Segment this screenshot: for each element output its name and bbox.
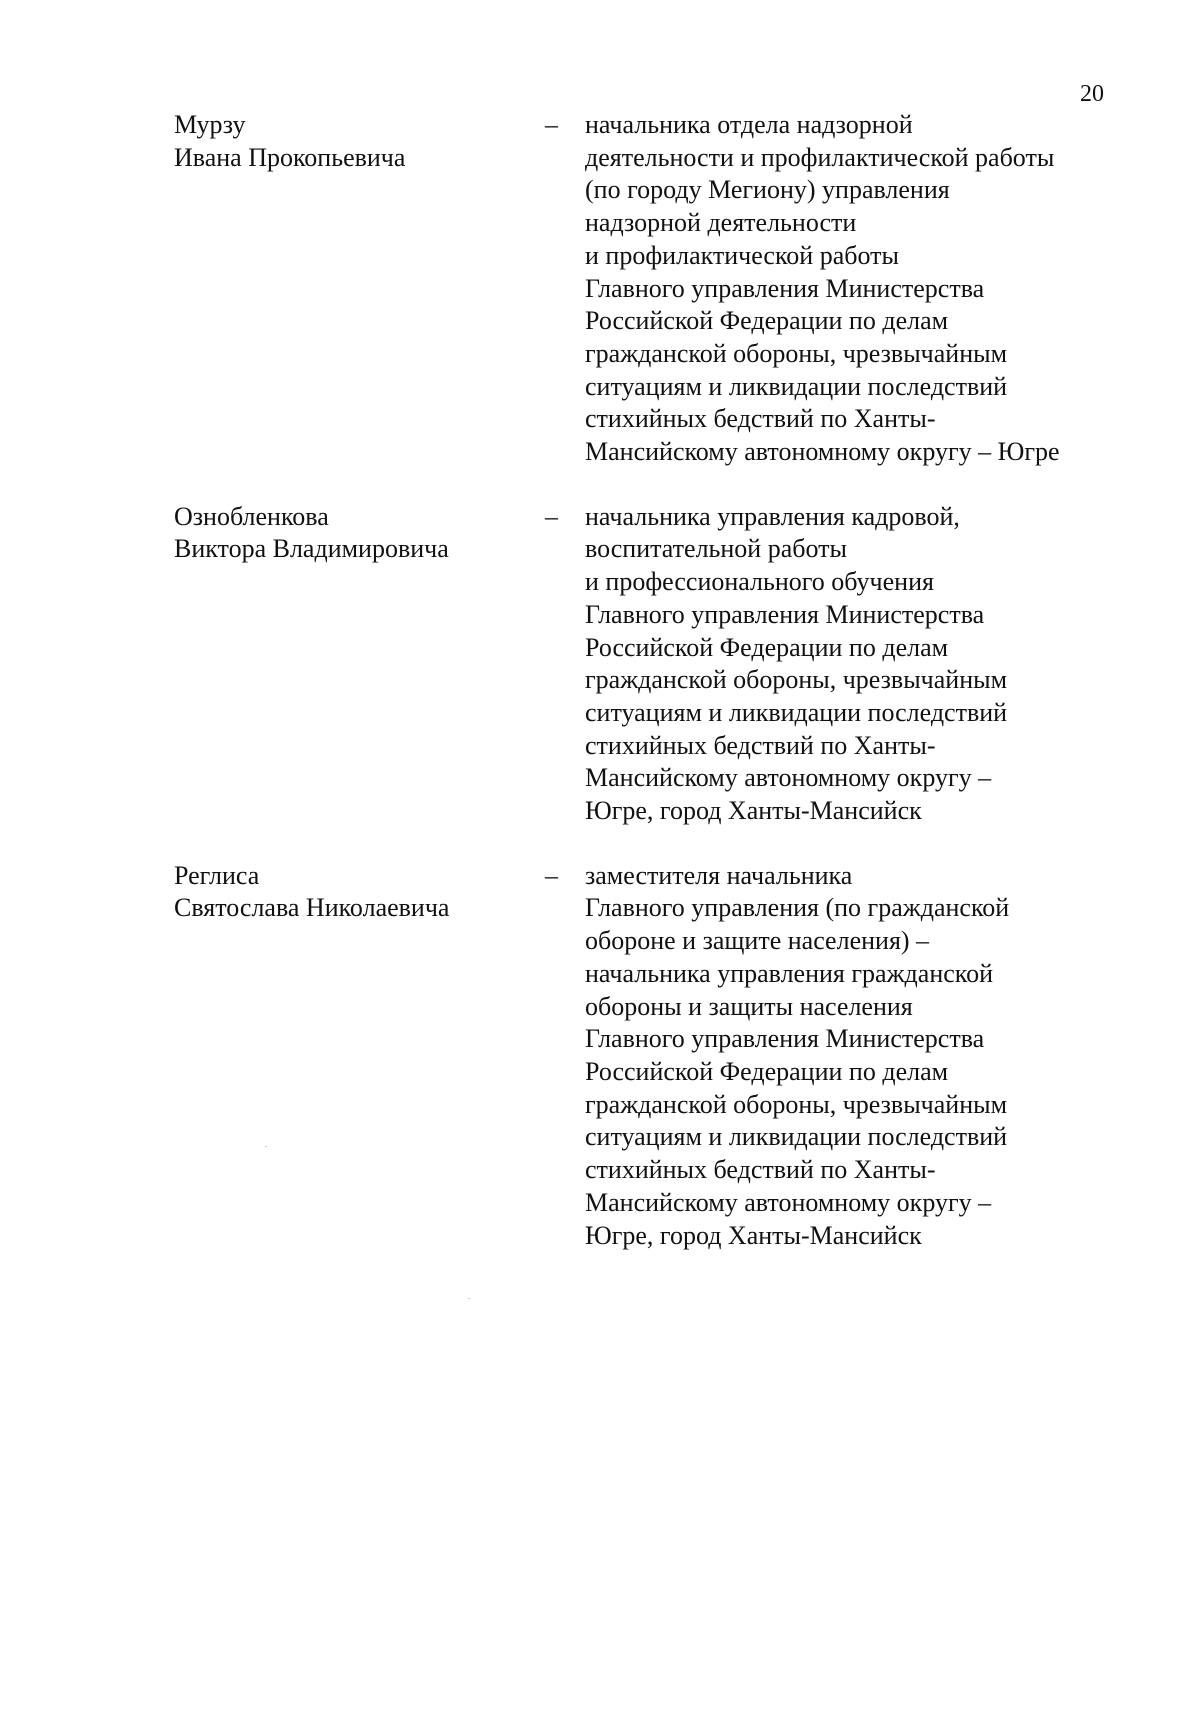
person-name <box>174 501 534 566</box>
dash-separator: – <box>545 110 558 139</box>
scan-artifact <box>265 1146 267 1147</box>
position-line: Мансийскому автономному округу – <box>585 1187 992 1217</box>
position-line: начальника управления гражданской <box>585 958 994 988</box>
given-names: Виктора Владимировича <box>174 534 449 564</box>
position-line: Главного управления (по гражданской <box>585 893 1010 923</box>
position-description <box>585 109 1125 469</box>
position-line: Российской Федерации по делам <box>585 632 949 662</box>
appointees-list <box>0 109 1200 1252</box>
person-name <box>174 860 534 925</box>
surname: Ознобленкова <box>174 501 329 531</box>
scan-artifact <box>468 1298 470 1299</box>
page-number: 20 <box>1080 81 1104 107</box>
position-description <box>585 860 1125 1252</box>
position-line: стихийных бедствий по Ханты- <box>585 1155 936 1185</box>
position-line: Мансийскому автономному округу – Югре <box>585 437 1060 467</box>
position-line: гражданской обороны, чрезвычайным <box>585 338 1008 368</box>
position-line: начальника отдела надзорной <box>585 110 913 139</box>
dash-separator: – <box>545 860 558 890</box>
person-name <box>174 109 534 174</box>
surname: Реглиса <box>174 860 260 890</box>
position-line: Главного управления Министерства <box>585 1024 985 1054</box>
position-line: Мансийскому автономному округу – <box>585 763 992 793</box>
position-line: воспитательной работы <box>585 534 847 564</box>
list-item <box>0 501 1200 828</box>
position-line: ситуациям и ликвидации последствий <box>585 371 1008 401</box>
position-line: Югре, город Ханты-Мансийск <box>585 1220 922 1250</box>
position-line: начальника управления кадровой, <box>585 501 960 531</box>
position-line: Главного управления Министерства <box>585 273 985 303</box>
position-line: деятельности и профилактической работы <box>585 142 1055 172</box>
given-names: Ивана Прокопьевича <box>174 142 406 172</box>
surname: Мурзу <box>174 110 246 139</box>
list-item <box>0 860 1200 1252</box>
position-line: надзорной деятельности <box>585 208 857 238</box>
position-line: Российской Федерации по делам <box>585 1056 949 1086</box>
position-line: стихийных бедствий по Ханты- <box>585 404 936 434</box>
position-line: заместителя начальника <box>585 860 853 890</box>
position-line: обороне и защите населения) – <box>585 926 930 956</box>
position-line: стихийных бедствий по Ханты- <box>585 730 936 760</box>
position-line: ситуациям и ликвидации последствий <box>585 697 1008 727</box>
position-line: Главного управления Министерства <box>585 599 985 629</box>
position-line: (по городу Мегиону) управления <box>585 175 950 205</box>
position-line: и профилактической работы <box>585 240 899 270</box>
position-line: и профессионального обучения <box>585 567 934 597</box>
position-line: гражданской обороны, чрезвычайным <box>585 665 1008 695</box>
given-names: Святослава Николаевича <box>174 893 450 923</box>
dash-separator: – <box>545 501 558 531</box>
position-description <box>585 501 1125 828</box>
position-line: Югре, город Ханты-Мансийск <box>585 796 922 826</box>
position-line: Российской Федерации по делам <box>585 306 949 336</box>
position-line: гражданской обороны, чрезвычайным <box>585 1089 1008 1119</box>
position-line: ситуациям и ликвидации последствий <box>585 1122 1008 1152</box>
position-line: обороны и защиты населения <box>585 991 913 1021</box>
list-item <box>0 109 1200 469</box>
